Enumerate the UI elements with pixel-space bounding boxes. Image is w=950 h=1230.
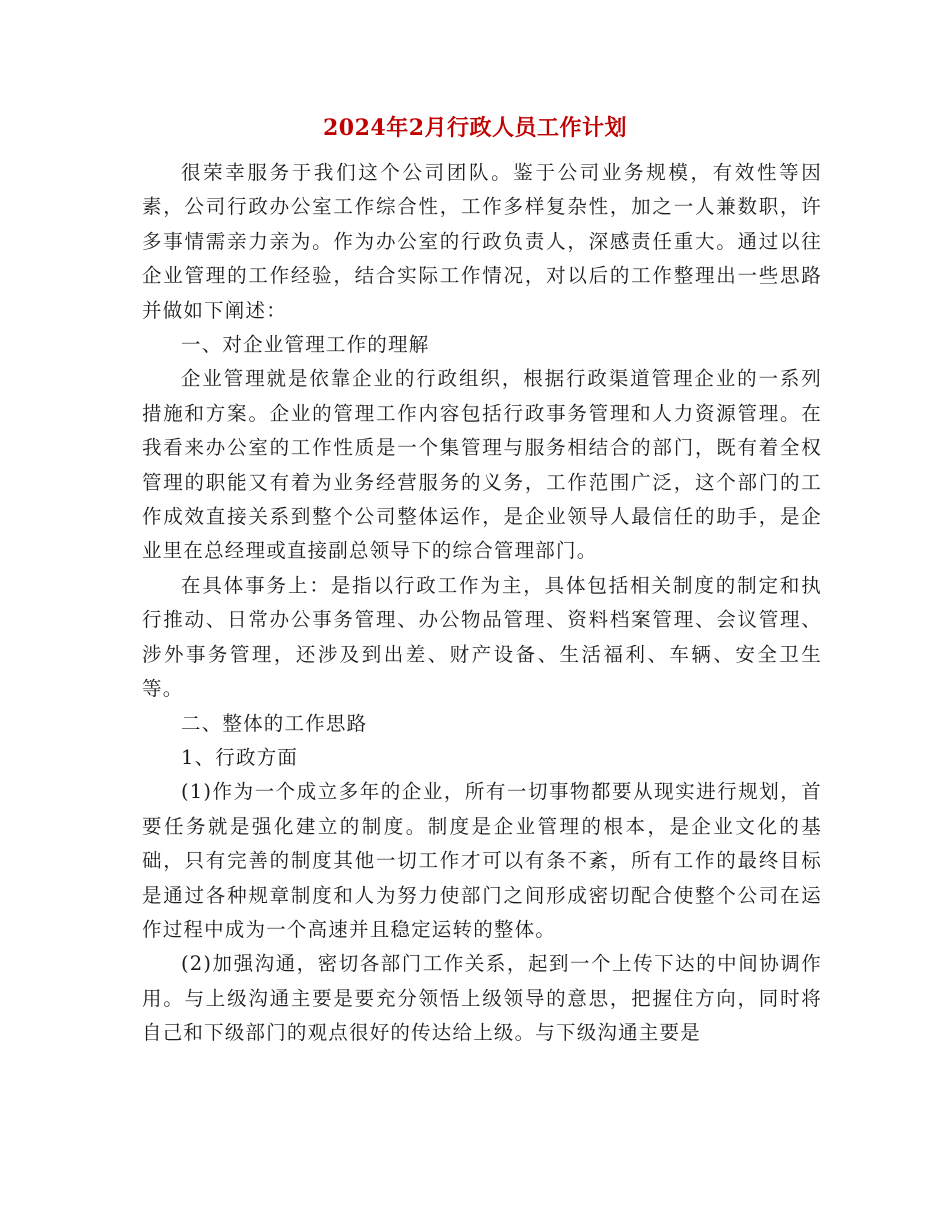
paragraph-specific-affairs: 在具体事务上：是指以行政工作为主，具体包括相关制度的制定和执行推动、日常办公事务管理、办公物品管理、资料档案管理、会议管理、涉外事务管理，还涉及到出差、财产设备、生活福利、车辆、安全卫生等。 — [142, 573, 822, 701]
document-body — [142, 156, 822, 1051]
section-heading-2: 二、整体的工作思路 — [181, 711, 368, 735]
paragraph-item-2: (2)加强沟通，密切各部门工作关系，起到一个上传下达的中间协调作用。与上级沟通主要是要充分领悟上级领导的意思，把握住方向，同时将自己和下级部门的观点很好的传达给上级。与下级沟通主要是 — [142, 952, 822, 1045]
section-heading-1: 一、对企业管理工作的理解 — [181, 333, 430, 357]
paragraph-intro: 很荣幸服务于我们这个公司团队。鉴于公司业务规模，有效性等因素，公司行政办公室工作综合性，工作多样复杂性，加之一人兼数职，许多事情需亲力亲为。作为办公室的行政负责人，深感责任重大。通过以往企业管理的工作经验，结合实际工作情况，对以后的工作整理出一些思路并做如下阐述： — [142, 161, 822, 322]
paragraph-management-definition: 企业管理就是依靠企业的行政组织，根据行政渠道管理企业的一系列措施和方案。企业的管理工作内容包括行政事务管理和人力资源管理。在我看来办公室的工作性质是一个集管理与服务相结合的部门，既有着全权管理的职能又有着为业务经营服务的义务，工作范围广泛，这个部门的工作成效直接关系到整个公司整体运作，是企业领导人最信任的助手，是企业里在总经理或直接副总领导下的综合管理部门。 — [142, 367, 822, 563]
paragraph-item-1: (1)作为一个成立多年的企业，所有一切事物都要从现实进行规划，首要任务就是强化建立的制度。制度是企业管理的根本，是企业文化的基础，只有完善的制度其他一切工作才可以有条不紊，所有工作的最终目标是通过各种规章制度和人为努力使部门之间形成密切配合使整个公司在运作过程中成为一个高速并且稳定运转的整体。 — [142, 780, 822, 941]
subsection-heading-admin: 1、行政方面 — [181, 745, 299, 769]
document-title: 2024年2月行政人员工作计划 — [322, 115, 628, 141]
